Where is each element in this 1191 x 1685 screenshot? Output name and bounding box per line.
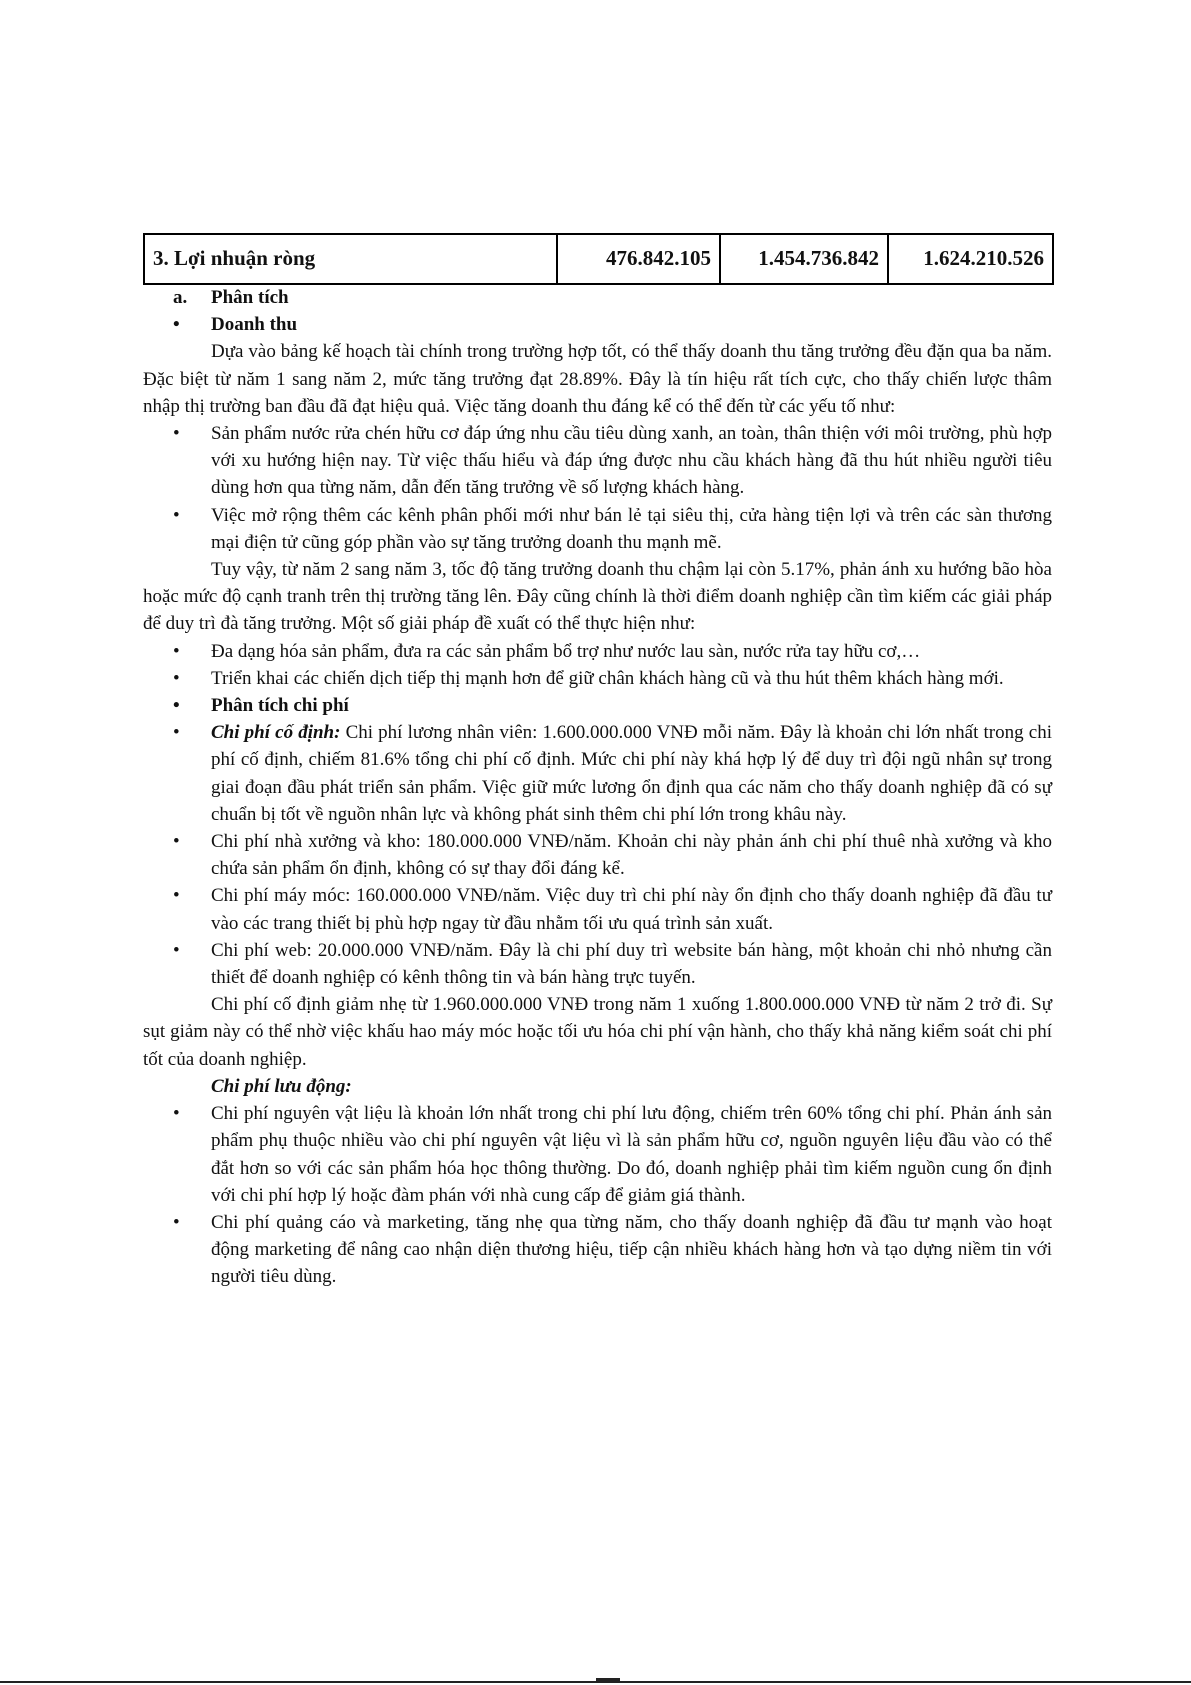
costs-heading	[143, 692, 1052, 719]
year1-value: 476.842.105	[557, 234, 720, 284]
list-item	[143, 638, 1052, 665]
revenue-intro: Dựa vào bảng kế hoạch tài chính trong trường hợp tốt, có thể thấy doanh thu tăng trưởng đều đặn qua ba năm. Đặc biệt từ năm 1 sang năm 2, mức tăng trưởng đạt 28.89%. Đây là tín hiệu rất tích cực, cho thấy chiến lược thâm nhập thị trường ban đầu đã đạt hiệu quả. Việc tăng doanh thu đáng kể có thể đến từ các yếu tố như:	[143, 341, 1052, 417]
section-title: Phân tích	[211, 287, 289, 308]
list-item-text: Chi phí web: 20.000.000 VNĐ/năm. Đây là chi phí duy trì website bán hàng, một khoản chi nhỏ nhưng cần thiết để doanh nghiệp có kênh thông tin và bán hàng trực tuyến.	[211, 939, 1052, 989]
row-label: 3. Lợi nhuận ròng	[144, 234, 557, 284]
list-item	[143, 937, 1052, 991]
table-row	[144, 234, 1053, 284]
list-item-text: Đa dạng hóa sản phẩm, đưa ra các sản phẩm bổ trợ như nước lau sàn, nước rửa tay hữu cơ,…	[211, 640, 921, 662]
list-item-text: Chi phí quảng cáo và marketing, tăng nhẹ qua từng năm, cho thấy doanh nghiệp đã đầu tư mạnh vào hoạt động marketing để nâng cao nhận diện thương hiệu, tiếp cận nhiều khách hàng hơn và tạo dựng niềm tin với người tiêu dùng.	[211, 1211, 1052, 1288]
bullet-icon: •	[173, 504, 180, 526]
bullet-icon: •	[173, 1103, 180, 1125]
revenue-heading	[143, 311, 1052, 338]
variable-cost-heading	[143, 1073, 1052, 1100]
footer-tab	[596, 1678, 620, 1682]
list-item	[143, 665, 1052, 692]
analysis-content	[143, 284, 1052, 1291]
list-item-text: Việc mở rộng thêm các kênh phân phối mới như bán lẻ tại siêu thị, cửa hàng tiện lợi và trên các sàn thương mại điện tử cũng góp phần vào sự tăng trưởng doanh thu mạnh mẽ.	[211, 504, 1052, 553]
list-item	[143, 420, 1052, 502]
bullet-icon: •	[173, 831, 180, 853]
list-item	[143, 882, 1052, 936]
bullet-icon: •	[173, 885, 180, 907]
bullet-icon: •	[173, 695, 180, 717]
list-item-text: Sản phẩm nước rửa chén hữu cơ đáp ứng nhu cầu tiêu dùng xanh, an toàn, thân thiện với môi trường, phù hợp với xu hướng hiện nay. Từ việc thấu hiểu và đáp ứng được nhu cầu khách hàng đã thu hút nhiều người tiêu dùng hơn qua từng năm, dẫn đến tăng trưởng về số lượng khách hàng.	[211, 423, 1052, 499]
bullet-icon: •	[173, 1211, 180, 1233]
year3-value: 1.624.210.526	[888, 234, 1053, 284]
section-marker: a.	[173, 287, 188, 308]
list-item-text: Chi phí lương nhân viên: 1.600.000.000 VNĐ mỗi năm. Đây là khoản chi lớn nhất trong chi phí cố định, chiếm 81.6% tổng chi phí cố định. Mức chi phí này khá hợp lý để duy trì đội ngũ nhân sự trong giai đoạn đầu phát triển sản phẩm. Việc giữ mức lương ổn định qua các năm cho thấy doanh nghiệp đã có sự chuẩn bị tốt về nguồn nhân lực và không phát sinh thêm chi phí lớn trong khâu này.	[211, 722, 1052, 825]
list-item-text: Chi phí nhà xưởng và kho: 180.000.000 VNĐ/năm. Khoản chi này phản ánh chi phí thuê nhà xưởng và kho chứa sản phẩm ổn định, không có sự thay đổi đáng kể.	[211, 831, 1052, 880]
costs-title: Phân tích chi phí	[211, 695, 349, 717]
fixed-cost-label: Chi phí cố định:	[211, 722, 341, 744]
list-item-text: Chi phí nguyên vật liệu là khoản lớn nhất trong chi phí lưu động, chiếm trên 60% tổng chi phí. Phản ánh sản phẩm phụ thuộc nhiều vào chi phí nguyên vật liệu vì là sản phẩm hữu cơ, nguồn nguyên liệu đầu vào có thể đắt hơn so với các sản phẩm hóa học thông thường. Do đó, doanh nghiệp phải tìm kiếm nguồn cung ổn định với chi phí hợp lý hoặc đàm phán với nhà cung cấp để giảm giá thành.	[211, 1103, 1052, 1206]
bullet-icon: •	[173, 423, 180, 445]
list-item	[143, 1209, 1052, 1291]
list-item	[143, 719, 1052, 828]
variable-cost-label: Chi phí lưu động:	[211, 1075, 352, 1097]
bullet-icon: •	[173, 314, 180, 336]
revenue-slowdown: Tuy vậy, từ năm 2 sang năm 3, tốc độ tăng trưởng doanh thu chậm lại còn 5.17%, phản ánh xu hướng bão hòa hoặc mức độ cạnh tranh trên thị trường tăng lên. Đây cũng chính là thời điểm doanh nghiệp cần tìm kiếm các giải pháp để duy trì đà tăng trưởng. Một số giải pháp đề xuất có thể thực hiện như:	[143, 559, 1052, 635]
revenue-title: Doanh thu	[211, 314, 298, 336]
bullet-icon: •	[173, 667, 180, 689]
profit-table	[143, 233, 1054, 285]
bullet-icon: •	[173, 939, 180, 961]
list-item-text: Triển khai các chiến dịch tiếp thị mạnh hơn để giữ chân khách hàng cũ và thu hút thêm khách hàng mới.	[211, 667, 1004, 689]
list-item	[143, 1100, 1052, 1209]
fixed-cost-summary: Chi phí cố định giảm nhẹ từ 1.960.000.000 VNĐ trong năm 1 xuống 1.800.000.000 VNĐ từ năm 2 trở đi. Sự sụt giảm này có thể nhờ việc khấu hao máy móc hoặc tối ưu hóa chi phí vận hành, cho thấy khả năng kiểm soát chi phí tốt của doanh nghiệp.	[143, 994, 1052, 1070]
bullet-icon: •	[173, 722, 180, 744]
list-item-text: Chi phí máy móc: 160.000.000 VNĐ/năm. Việc duy trì chi phí này ổn định cho thấy doanh nghiệp đã đầu tư vào các trang thiết bị phù hợp ngay từ đầu nhằm tối ưu quá trình sản xuất.	[211, 885, 1052, 934]
list-item	[143, 828, 1052, 882]
year2-value: 1.454.736.842	[720, 234, 888, 284]
bullet-icon: •	[173, 640, 180, 662]
list-item	[143, 502, 1052, 556]
section-heading	[143, 284, 1052, 311]
